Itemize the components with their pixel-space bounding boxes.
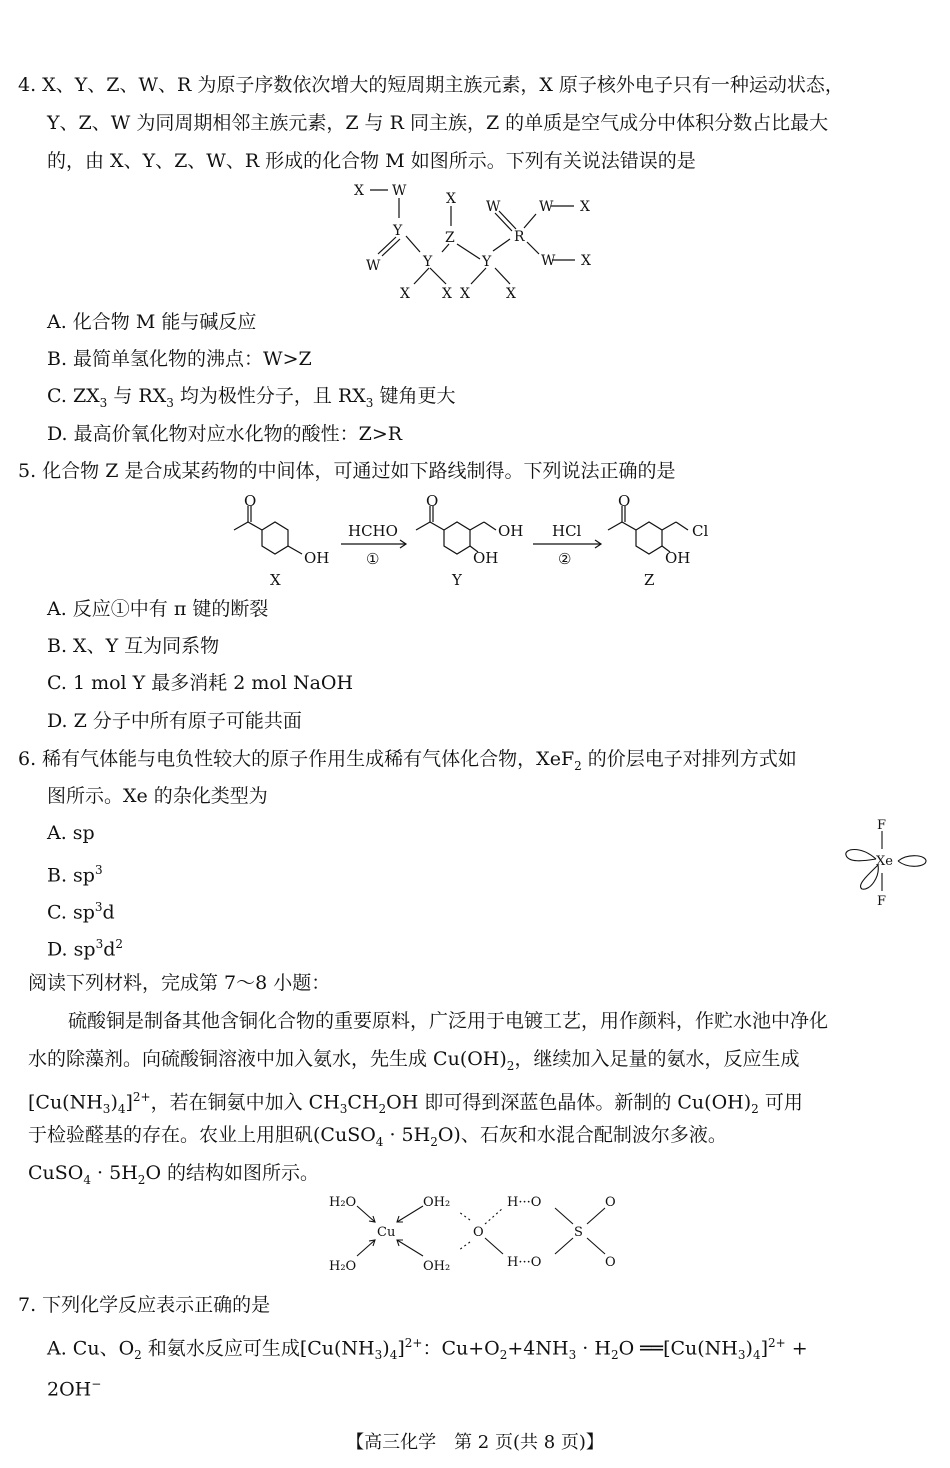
label-x: X	[270, 571, 281, 589]
water-ligand: H₂O	[329, 1259, 357, 1274]
cuso4-5h2o-structure	[325, 1190, 635, 1275]
q5-reaction-scheme	[228, 492, 728, 592]
q6-stem-line2: 图所示。Xe 的杂化类型为	[47, 785, 268, 807]
hydrogen-bond: H···O	[507, 1195, 542, 1210]
q4-compound-m-structure	[340, 180, 620, 305]
q4-stem-line2: Y、Z、W 为同周期相邻主族元素，Z 与 R 同主族，Z 的单质是空气成分中体积分数占比最大	[47, 112, 829, 134]
atom-x: X	[580, 199, 590, 215]
atom-x: X	[581, 253, 591, 269]
atom-y: Y	[393, 223, 403, 239]
reading-paragraph-line5: CuSO$_4$ · $5H_2O$ 的结构如图所示。	[28, 1162, 320, 1187]
reading-paragraph-line3: $[Cu(NH_3)_4]^{2+}$，若在铜氨中加入 $CH_3CH_2OH$ 即可得到深蓝色晶体。新制的 $Cu(OH)_2$ 可用	[28, 1090, 803, 1117]
atom-w: W	[392, 183, 407, 199]
atom-x: X	[506, 286, 516, 302]
oh-label: OH	[304, 549, 330, 567]
atom-x: X	[446, 191, 456, 207]
q4-option-a: A. 化合物 M 能与碱反应	[47, 311, 257, 333]
oxygen-label: O	[244, 492, 257, 510]
oh-label: OH	[498, 522, 524, 540]
page-footer: 【高三化学 第 2 页(共 8 页)】	[346, 1432, 604, 1453]
reading-paragraph-line1: 硫酸铜是制备其他含铜化合物的重要原料，广泛用于电镀工艺，用作颜料，作贮水池中净化	[68, 1010, 829, 1032]
atom-x: X	[354, 183, 364, 199]
reading-paragraph-line4: 于检验醛基的存在。农业上用胆矾(CuSO$_4$ · $5H_2O$)、石灰和水混合配制波尔多液。	[28, 1124, 727, 1149]
sulfur-atom: S	[574, 1225, 583, 1240]
reagent-2: HCl	[552, 522, 582, 540]
cl-label: Cl	[692, 522, 709, 540]
step-2: ②	[558, 550, 572, 568]
oxygen-label: O	[426, 492, 439, 510]
q5-option-b: B. X、Y 互为同系物	[47, 635, 220, 657]
atom-w: W	[366, 258, 381, 274]
atom-w: W	[539, 199, 554, 215]
atom-w: W	[541, 253, 556, 269]
reading-paragraph-line2: 水的除藻剂。向硫酸铜溶液中加入氨水，先生成 $Cu(OH)_2$，继续加入足量的氨水，反应生成	[28, 1048, 800, 1073]
label-z: Z	[644, 571, 655, 589]
atom-y: Y	[423, 254, 433, 270]
q7-option-a: A. Cu、$O_2$ 和氨水反应可生成$[Cu(NH_3)_4]^{2+}$：$Cu+O_2+4NH_3 \cdot H_2O$ $══[Cu(NH_3)_4]^{2+}$ +	[47, 1336, 808, 1363]
atom-x: X	[442, 286, 452, 302]
q4-stem-line1: 4. X、Y、Z、W、R 为原子序数依次增大的短周期主族元素，X 原子核外电子只有一种运动状态，	[18, 74, 844, 96]
oxygen-atom: O	[605, 1195, 616, 1210]
atom-w: W	[486, 199, 501, 215]
water-ligand: OH₂	[423, 1195, 451, 1210]
q5-option-a: A. 反应①中有 π 键的断裂	[47, 598, 269, 620]
q5-option-d: D. Z 分子中所有原子可能共面	[47, 710, 302, 732]
q4-option-c: C. $ZX_3$ 与 $RX_3$ 均为极性分子，且 $RX_3$ 键角更大	[47, 385, 456, 410]
water-ligand: H₂O	[329, 1195, 357, 1210]
reagent-1: HCHO	[348, 522, 398, 540]
oh-label: OH	[473, 549, 499, 567]
hydrogen-bond: H···O	[507, 1255, 542, 1270]
q6-stem-line1: 6. 稀有气体能与电负性较大的原子作用生成稀有气体化合物，XeF$_2$ 的价层电子对排列方式如	[18, 748, 797, 773]
atom-z: Z	[445, 230, 455, 246]
oh-label: OH	[665, 549, 691, 567]
xenon-label: Xe	[876, 854, 893, 869]
label-y: Y	[452, 571, 462, 589]
atom-r: R	[514, 229, 525, 245]
reading-intro: 阅读下列材料，完成第 7～8 小题：	[28, 972, 331, 994]
fluorine-label: F	[877, 818, 887, 833]
q6-option-d: D. $sp^3d^2$	[47, 937, 124, 961]
q4-option-d: D. 最高价氧化物对应水化物的酸性：Z>R	[47, 423, 403, 445]
oxygen-atom: O	[605, 1255, 616, 1270]
fluorine-label: F	[877, 894, 887, 909]
oxygen-atom: O	[473, 1225, 484, 1240]
q5-option-c: C. 1 mol Y 最多消耗 2 mol NaOH	[47, 672, 354, 694]
water-ligand: OH₂	[423, 1259, 451, 1274]
q4-option-b: B. 最简单氢化物的沸点：W>Z	[47, 348, 312, 370]
atom-x: X	[400, 286, 410, 302]
q7-stem: 7. 下列化学反应表示正确的是	[18, 1294, 271, 1316]
atom-x: X	[460, 286, 470, 302]
q6-option-a: A. sp	[47, 822, 95, 844]
oxygen-label: O	[618, 492, 631, 510]
q6-option-b: B. $sp^3$	[47, 863, 103, 887]
xef2-electron-pair-figure	[840, 815, 935, 910]
q7-option-a-continuation: 2OH−	[47, 1377, 102, 1401]
q4-stem-line3: 的，由 X、Y、Z、W、R 形成的化合物 M 如图所示。下列有关说法错误的是	[47, 150, 696, 172]
step-1: ①	[366, 550, 380, 568]
atom-y: Y	[482, 254, 492, 270]
q6-option-c: C. $sp^3d$	[47, 900, 115, 924]
copper-center: Cu	[377, 1225, 396, 1240]
q5-stem: 5. 化合物 Z 是合成某药物的中间体，可通过如下路线制得。下列说法正确的是	[18, 460, 676, 482]
